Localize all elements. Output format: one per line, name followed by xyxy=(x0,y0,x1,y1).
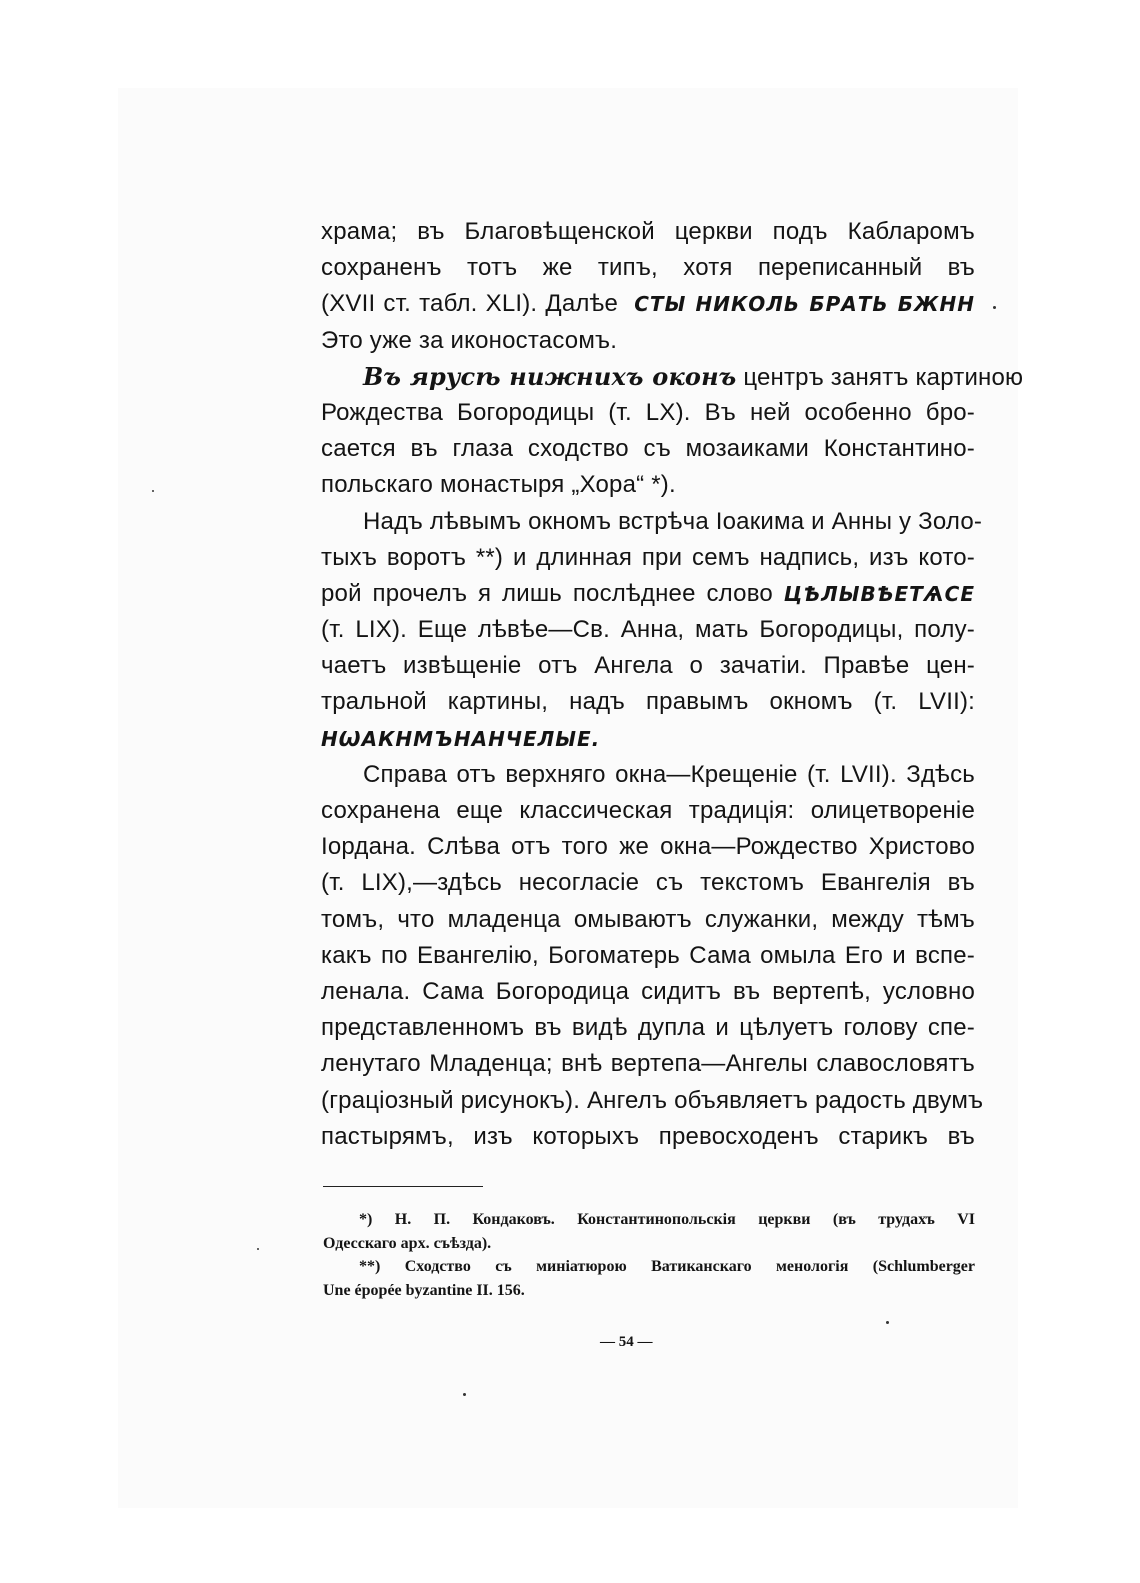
text-line-2: сохраненъ тотъ же типъ, хотя переписанный въ xyxy=(321,254,975,282)
text-line-23: представленномъ въ видѣ дупла и цѣлуетъ голову спе- xyxy=(321,1014,975,1042)
text-line-5-text: центръ занятъ картиною xyxy=(743,363,1024,391)
scan-speck xyxy=(257,1248,259,1250)
text-line-14: тральной картины, надъ правымъ окномъ (т. LVII): xyxy=(321,688,975,716)
text-line-17: сохранена еще классическая традиція: олицетвореніе xyxy=(321,797,975,824)
text-line-19: (т. LIX),—здѣсь несогласіе съ текстомъ Евангелія въ xyxy=(321,869,975,897)
italic-heading: Въ ярусѣ нижнихъ оконъ xyxy=(363,361,737,391)
text-line-22: ленала. Сама Богородица сидитъ въ вертепѣ, условно xyxy=(321,977,975,1005)
slavonic-inscription-1: СТЫ НИКОЛЬ БРАТЬ БЖНН xyxy=(634,292,975,317)
text-line-9: Надъ лѣвымъ окномъ встрѣча Іоакима и Анны у Золо- xyxy=(363,507,983,535)
text-line-20: томъ, что младенца омываютъ служанки, между тѣмъ xyxy=(321,905,975,933)
text-line-5 xyxy=(321,359,1024,395)
text-line-15 xyxy=(321,721,975,757)
text-line-12: (т. LIX). Еще лѣвѣе—Св. Анна, мать Богородицы, полу- xyxy=(321,616,975,644)
text-line-13: чаетъ извѣщеніе отъ Ангела о зачатіи. Правѣе цен- xyxy=(321,652,975,680)
footnote-2-line-2: Une épopée byzantine II. 156. xyxy=(323,1282,525,1300)
footnote-1-line-2: Одесскаго арх. съѣзда). xyxy=(323,1234,492,1252)
text-line-3 xyxy=(321,286,975,322)
text-line-24: ленутаго Младенца; внѣ вертепа—Ангелы славословятъ xyxy=(321,1050,975,1078)
text-line-6: Рождества Богородицы (т. LX). Въ ней особенно бро- xyxy=(321,398,975,426)
text-line-11 xyxy=(321,576,975,612)
text-line-8: польскаго монастыря „Хора“ *). xyxy=(321,471,676,499)
scan-speck xyxy=(152,490,154,492)
text-line-4: Это уже за иконостасомъ. xyxy=(321,326,618,354)
text-line-3-text: (XVII ст. табл. XLI). Далѣе xyxy=(321,290,619,318)
text-line-21: какъ по Евангелію, Богоматерь Сама омыла Его и вспе- xyxy=(321,941,975,969)
footnote-1-line-1: *) Н. П. Кондаковъ. Константинопольскія церкви (въ трудахъ VI xyxy=(359,1211,975,1228)
slavonic-inscription-2: ЦѢЛЫВѢЕТѦСЕ xyxy=(783,581,975,606)
text-line-10: тыхъ воротъ **) и длинная при семъ надпись, изъ кото- xyxy=(321,543,975,571)
text-line-7: сается въ глаза сходство съ мозаиками Константино- xyxy=(321,435,975,463)
scan-speck xyxy=(886,1321,889,1324)
footnote-divider xyxy=(323,1186,483,1187)
body-text xyxy=(321,214,1024,1155)
footnote-2-line-1: **) Сходство съ миніатюрою Ватиканскаго менологія (Schlumberger xyxy=(359,1258,975,1276)
page-number: — 54 — xyxy=(600,1334,653,1350)
text-line-11-text: рой прочелъ я лишь послѣднее слово xyxy=(321,579,773,607)
text-line-26: пастырямъ, изъ которыхъ превосходенъ старикъ въ xyxy=(321,1122,975,1150)
text-line-1: храма; въ Благовѣщенской церкви подъ Кабларомъ xyxy=(321,218,975,245)
scan-speck xyxy=(463,1393,466,1396)
footnotes xyxy=(323,1208,975,1303)
text-line-18: Іордана. Слѣва отъ того же окна—Рождество Христово xyxy=(321,833,975,861)
slavonic-inscription-3: НѠАКНМЪНАНЧЕЛЫЕ. xyxy=(321,726,601,751)
text-line-16: Справа отъ верхняго окна—Крещеніе (т. LVII). Здѣсь xyxy=(363,760,975,788)
scan-speck xyxy=(993,306,996,309)
text-line-25: (граціозный рисунокъ). Ангелъ объявляетъ радость двумъ xyxy=(321,1086,984,1114)
